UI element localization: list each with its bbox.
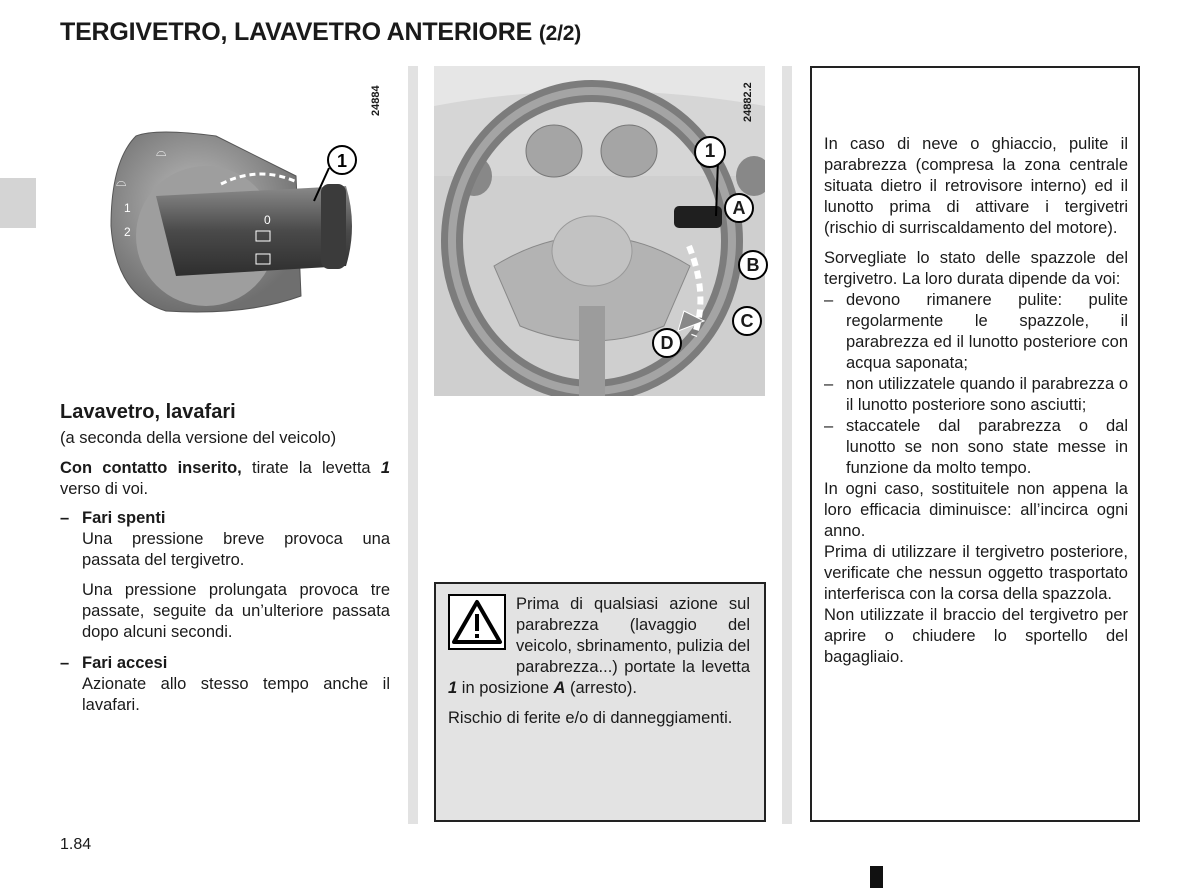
intro-rest-1: tirate la levetta bbox=[241, 459, 381, 477]
section-subheading: (a seconda della versione del veicolo) bbox=[60, 429, 337, 447]
warning-box bbox=[434, 582, 766, 822]
title-suffix: (2/2) bbox=[538, 22, 581, 45]
lights-on-item bbox=[60, 653, 390, 716]
item-label: Fari spenti bbox=[82, 509, 166, 527]
callout-1-center: 1 bbox=[694, 136, 726, 168]
item-label: Fari accesi bbox=[82, 654, 168, 672]
item-dash: – bbox=[60, 654, 70, 672]
svg-text:2: 2 bbox=[124, 225, 131, 239]
steering-wheel-illustration bbox=[434, 66, 765, 396]
advice-panel bbox=[810, 66, 1140, 822]
page-title bbox=[60, 18, 581, 47]
svg-text:0: 0 bbox=[264, 213, 271, 227]
column-divider-right bbox=[782, 66, 792, 824]
lights-off-item bbox=[60, 508, 390, 643]
warning-text-2: Rischio di ferite e/o di danneggiamenti. bbox=[448, 709, 733, 727]
callout-b: B bbox=[738, 250, 768, 280]
figure-code-center: 24882.2 bbox=[742, 82, 754, 122]
item-dash: – bbox=[60, 509, 70, 527]
intro-paragraph bbox=[60, 458, 390, 500]
svg-text:1: 1 bbox=[124, 201, 131, 215]
callout-a: A bbox=[724, 193, 754, 223]
advice-p5: Non utilizzate il braccio del tergivetro per aprire o chiudere lo sportello del bagagliaio. bbox=[824, 606, 1128, 666]
warning-text bbox=[448, 594, 750, 729]
column-divider-left bbox=[408, 66, 418, 824]
title-text: TERGIVETRO, LAVAVETRO ANTERIORE bbox=[60, 18, 533, 46]
callout-1-left: 1 bbox=[336, 151, 348, 171]
intro-ref: 1 bbox=[380, 459, 390, 477]
warning-ref-1: 1 bbox=[448, 679, 458, 697]
svg-text:⌓: ⌓ bbox=[116, 174, 127, 189]
item-paragraph: Azionate allo stesso tempo anche il lavafari. bbox=[82, 675, 390, 714]
warning-ref-a: A bbox=[553, 679, 566, 697]
wiper-stalk-figure bbox=[96, 66, 396, 346]
warning-text-b: in posizione bbox=[457, 679, 554, 697]
page-number: 1.84 bbox=[60, 836, 92, 853]
intro-bold: Con contatto inserito, bbox=[60, 459, 242, 477]
advice-content bbox=[824, 134, 1128, 668]
advice-bullet: – non utilizzatele quando il parabrezza o il lunotto posteriore sono asciutti; bbox=[824, 375, 1128, 414]
steering-wheel-figure bbox=[434, 66, 765, 396]
footer-marker bbox=[870, 866, 883, 888]
intro-rest-2: verso di voi. bbox=[60, 480, 149, 498]
warning-text-c: (arresto). bbox=[565, 679, 637, 697]
advice-p1: In caso di neve o ghiaccio, pulite il parabrezza (compresa la zona centrale situata dietro il retrovisore interno) ed il lunotto prima di attivare i tergivetri (rischio di surriscaldamento del motore). bbox=[824, 135, 1128, 237]
warning-text-a: Prima di qualsiasi azione sul parabrezza (lavaggio del veicolo, sbrinamento, pulizia del parabrezza...) portate la levetta bbox=[516, 595, 750, 676]
item-paragraph: Una pressione breve provoca una passata del tergivetro. bbox=[82, 530, 390, 569]
figure-code-left: 24884 bbox=[370, 85, 382, 116]
advice-p3: In ogni caso, sostituitele non appena la loro efficacia diminuisce: all’incirca ogni anno. bbox=[824, 480, 1128, 540]
advice-p4: Prima di utilizzare il tergivetro posteriore, verificate che nessun oggetto trasportato interferisca con la corsa della spazzola. bbox=[824, 543, 1128, 603]
advice-bullet: – staccatele dal parabrezza o dal lunotto se non sono state messe in funzione da molto tempo. bbox=[824, 417, 1128, 477]
svg-text:⌓: ⌓ bbox=[156, 144, 167, 159]
callout-d: D bbox=[652, 328, 682, 358]
item-paragraph: Una pressione prolungata provoca tre passate, seguite da un’ulteriore passata dopo alcuni secondi. bbox=[82, 581, 390, 641]
wiper-stalk-illustration bbox=[96, 66, 396, 346]
advice-bullet: – devono rimanere pulite: pulite regolarmente le spazzole, il parabrezza ed il lunotto posteriore con acqua saponata; bbox=[824, 291, 1128, 372]
chapter-tab bbox=[0, 178, 36, 228]
callout-c: C bbox=[732, 306, 762, 336]
section-heading: Lavavetro, lavafari bbox=[60, 401, 236, 423]
advice-p2: Sorvegliate lo stato delle spazzole del tergivetro. La loro durata dipende da voi: bbox=[824, 249, 1128, 288]
